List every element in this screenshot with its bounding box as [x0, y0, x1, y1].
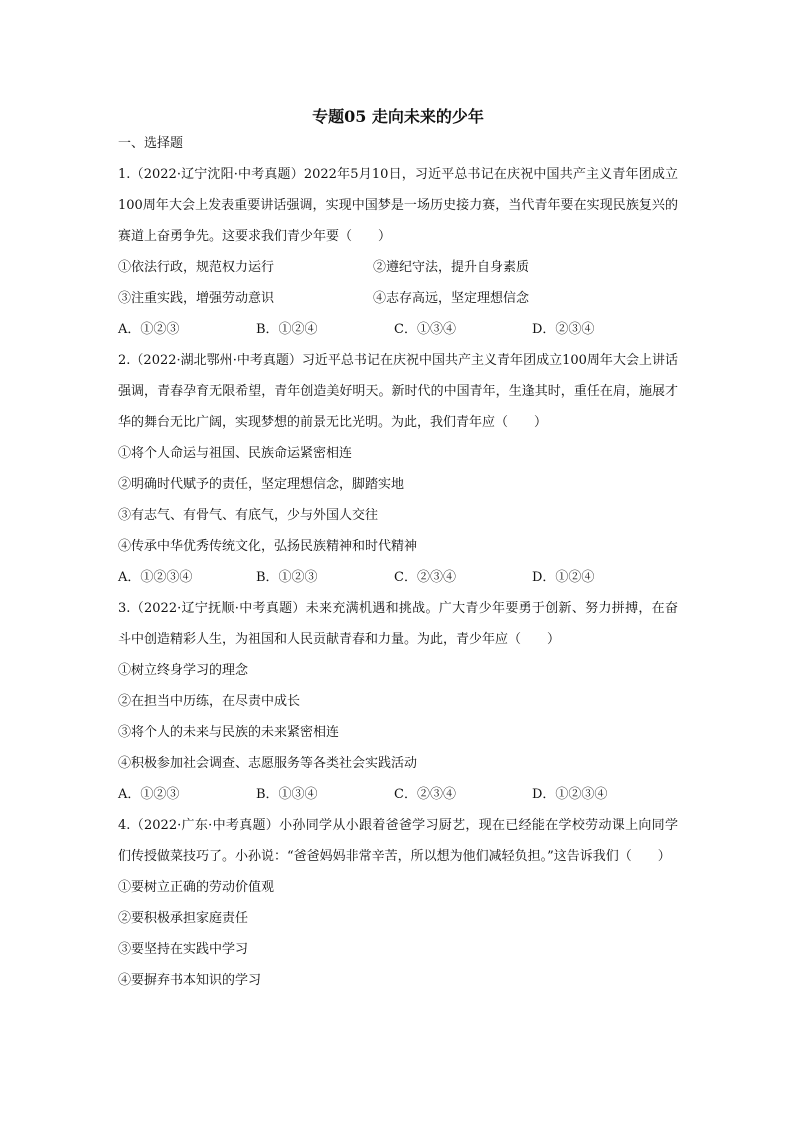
option-a[interactable]: A．①②③ — [118, 787, 180, 802]
statement: ②要积极承担家庭责任 — [118, 911, 249, 926]
statement: ③注重实践，增强劳动意识 — [118, 291, 275, 306]
option-a[interactable]: A．①②③ — [118, 322, 180, 337]
option-b[interactable]: B．①②③ — [256, 570, 318, 585]
option-c[interactable]: C．②③④ — [394, 787, 456, 802]
statement: ③将个人的未来与民族的未来紧密相连 — [118, 725, 340, 740]
statement-list — [118, 252, 678, 314]
statement: ③要坚持在实践中学习 — [118, 942, 249, 957]
statement: ①要树立正确的劳动价值观 — [118, 880, 275, 895]
statement: ④积极参加社会调查、志愿服务等各类社会实践活动 — [118, 756, 418, 771]
option-d[interactable]: D．①②④ — [532, 570, 595, 585]
document-page — [118, 104, 678, 996]
answer-options — [118, 562, 678, 593]
question-3 — [118, 593, 678, 810]
question-stem: 3.（2022·辽宁抚顺·中考真题）未来充满机遇和挑战。广大青少年要勇于创新、努力拼搏，在奋斗中创造精彩人生，为祖国和人民贡献青春和力量。为此，青少年应（ ） — [118, 601, 678, 647]
statement: ①依法行政，规范权力运行 — [118, 260, 275, 275]
section-heading: 一、选择题 — [118, 136, 184, 151]
option-c[interactable]: C．①③④ — [394, 322, 456, 337]
statement: ④要摒弃书本知识的学习 — [118, 973, 262, 988]
answer-options — [118, 779, 678, 810]
question-stem: 4.（2022·广东·中考真题）小孙同学从小跟着爸爸学习厨艺，现在已经能在学校劳动课上向同学们传授做菜技巧了。小孙说：“爸爸妈妈非常辛苦，所以想为他们减轻负担。”这告诉我们（ ） — [118, 818, 678, 864]
statement: ④传承中华优秀传统文化，弘扬民族精神和时代精神 — [118, 539, 418, 554]
statement: ②在担当中历练，在尽责中成长 — [118, 694, 301, 709]
question-1 — [118, 159, 678, 345]
answer-options — [118, 314, 678, 345]
statement: ②明确时代赋予的责任，坚定理想信念，脚踏实地 — [118, 477, 405, 492]
statement: ③有志气、有骨气、有底气，少与外国人交往 — [118, 508, 379, 523]
option-b[interactable]: B．①③④ — [256, 787, 318, 802]
option-d[interactable]: D．①②③④ — [532, 787, 608, 802]
statement: ④志存高远，坚定理想信念 — [373, 291, 530, 306]
option-b[interactable]: B．①②④ — [256, 322, 318, 337]
statement: ②遵纪守法，提升自身素质 — [373, 260, 530, 275]
document-title: 专题05 走向未来的少年 — [312, 107, 484, 126]
option-c[interactable]: C．②③④ — [394, 570, 456, 585]
question-stem: 1.（2022·辽宁沈阳·中考真题）2022年5月10日，习近平总书记在庆祝中国共产主义青年团成立100周年大会上发表重要讲话强调，实现中国梦是一场历史接力赛，当代青年要在实现民族复兴的赛道上奋勇争先。这要求我们青少年要（ ） — [118, 167, 678, 244]
question-2 — [118, 345, 678, 593]
option-a[interactable]: A．①②③④ — [118, 570, 193, 585]
statement: ①将个人命运与祖国、民族命运紧密相连 — [118, 446, 353, 461]
statement: ①树立终身学习的理念 — [118, 663, 249, 678]
question-stem: 2.（2022·湖北鄂州·中考真题）习近平总书记在庆祝中国共产主义青年团成立100周年大会上讲话强调，青春孕育无限希望，青年创造美好明天。新时代的中国青年，生逢其时，重任在肩，施展才华的舞台无比广阔，实现梦想的前景无比光明。为此，我们青年应（ ） — [118, 353, 678, 430]
option-d[interactable]: D．②③④ — [532, 322, 595, 337]
question-4 — [118, 810, 678, 996]
